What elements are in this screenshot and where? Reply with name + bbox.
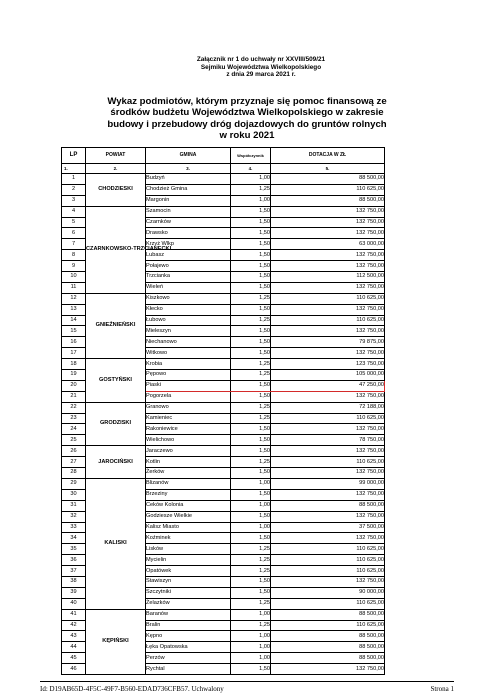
row-dotacja: 105 000,00 xyxy=(271,370,385,381)
row-wspolczynnik: 1,25 xyxy=(231,620,271,631)
row-gmina: Drawsko xyxy=(146,228,231,239)
row-lp: 1 xyxy=(62,174,86,185)
row-lp: 44 xyxy=(62,642,86,653)
row-lp: 3 xyxy=(62,195,86,206)
row-powiat: GNIEŹNIEŃSKI xyxy=(86,293,146,358)
table-row xyxy=(62,206,385,217)
row-gmina: Kamieniec xyxy=(146,413,231,424)
row-gmina: Kalisz Miasto xyxy=(146,522,231,533)
row-lp: 35 xyxy=(62,544,86,555)
row-gmina: Perzów xyxy=(146,653,231,664)
row-lp: 8 xyxy=(62,250,86,261)
row-gmina: Żerków xyxy=(146,468,231,479)
row-lp: 33 xyxy=(62,522,86,533)
row-lp: 37 xyxy=(62,566,86,577)
row-dotacja: 110 625,00 xyxy=(271,293,385,304)
row-lp: 11 xyxy=(62,282,86,293)
row-lp: 14 xyxy=(62,315,86,326)
row-dotacja: 72 188,00 xyxy=(271,402,385,413)
row-dotacja: 132 750,00 xyxy=(271,228,385,239)
row-dotacja: 90 000,00 xyxy=(271,587,385,598)
row-wspolczynnik: 1,25 xyxy=(231,293,271,304)
row-wspolczynnik: 1,00 xyxy=(231,174,271,185)
row-gmina: Piaski xyxy=(146,380,231,391)
row-gmina: Łęka Opatowska xyxy=(146,642,231,653)
row-lp: 19 xyxy=(62,370,86,381)
row-gmina: Niechanowo xyxy=(146,337,231,348)
row-gmina: Mieleszyn xyxy=(146,326,231,337)
row-dotacja: 78 750,00 xyxy=(271,435,385,446)
row-wspolczynnik: 1,25 xyxy=(231,315,271,326)
row-lp: 41 xyxy=(62,609,86,620)
row-dotacja: 132 750,00 xyxy=(271,348,385,359)
row-dotacja: 47 250,00 xyxy=(271,380,385,391)
row-gmina: Kępno xyxy=(146,631,231,642)
row-wspolczynnik: 1,50 xyxy=(231,217,271,228)
row-lp: 31 xyxy=(62,500,86,511)
row-lp: 24 xyxy=(62,424,86,435)
row-gmina: Budzyń xyxy=(146,174,231,185)
row-dotacja: 110 625,00 xyxy=(271,544,385,555)
row-gmina: Rychtal xyxy=(146,664,231,675)
row-wspolczynnik: 1,50 xyxy=(231,206,271,217)
row-dotacja: 88 500,00 xyxy=(271,653,385,664)
row-wspolczynnik: 1,50 xyxy=(231,424,271,435)
row-lp: 27 xyxy=(62,457,86,468)
header-dotacja: DOTACJA W ZŁ xyxy=(271,148,385,164)
row-lp: 30 xyxy=(62,489,86,500)
row-gmina: Krobia xyxy=(146,359,231,370)
row-gmina: Wieleń xyxy=(146,282,231,293)
row-lp: 40 xyxy=(62,598,86,609)
row-lp: 23 xyxy=(62,413,86,424)
row-wspolczynnik: 1,25 xyxy=(231,370,271,381)
row-wspolczynnik: 1,25 xyxy=(231,359,271,370)
table-row xyxy=(62,609,385,620)
row-wspolczynnik: 1,00 xyxy=(231,653,271,664)
row-gmina: Krzyż Wlkp xyxy=(146,239,231,250)
row-gmina: Pogorzela xyxy=(146,391,231,402)
row-lp: 6 xyxy=(62,228,86,239)
row-powiat: GOSTYŃSKI xyxy=(86,359,146,403)
header-gmina: GMINA xyxy=(146,148,231,164)
row-gmina: Jaraczewo xyxy=(146,446,231,457)
row-wspolczynnik: 1,25 xyxy=(231,457,271,468)
row-lp: 32 xyxy=(62,511,86,522)
row-dotacja: 132 750,00 xyxy=(271,511,385,522)
row-gmina: Koźminek xyxy=(146,533,231,544)
row-dotacja: 79 875,00 xyxy=(271,337,385,348)
row-powiat: GRODZISKI xyxy=(86,402,146,446)
column-number: 3. xyxy=(146,164,231,174)
title-line-3: budowy i przebudowy dróg dojazdowych do gruntów rolnych xyxy=(107,118,387,130)
row-dotacja: 110 625,00 xyxy=(271,555,385,566)
row-dotacja: 132 750,00 xyxy=(271,250,385,261)
row-dotacja: 132 750,00 xyxy=(271,206,385,217)
row-wspolczynnik: 1,00 xyxy=(231,609,271,620)
row-dotacja: 110 625,00 xyxy=(271,620,385,631)
document-title xyxy=(54,96,440,142)
row-gmina: Bralin xyxy=(146,620,231,631)
row-dotacja: 88 500,00 xyxy=(271,500,385,511)
row-wspolczynnik: 1,00 xyxy=(231,631,271,642)
row-dotacja: 132 750,00 xyxy=(271,304,385,315)
row-lp: 2 xyxy=(62,184,86,195)
row-wspolczynnik: 1,00 xyxy=(231,195,271,206)
row-dotacja: 63 000,00 xyxy=(271,239,385,250)
row-wspolczynnik: 1,50 xyxy=(231,489,271,500)
row-gmina: Szczytniki xyxy=(146,587,231,598)
row-gmina: Lubasz xyxy=(146,250,231,261)
row-dotacja: 88 500,00 xyxy=(271,642,385,653)
row-dotacja: 88 500,00 xyxy=(271,195,385,206)
row-gmina: Chodzież Gmina xyxy=(146,184,231,195)
row-wspolczynnik: 1,50 xyxy=(231,239,271,250)
row-wspolczynnik: 1,25 xyxy=(231,566,271,577)
row-dotacja: 132 750,00 xyxy=(271,326,385,337)
row-dotacja: 37 500,00 xyxy=(271,522,385,533)
row-lp: 25 xyxy=(62,435,86,446)
row-wspolczynnik: 1,25 xyxy=(231,555,271,566)
row-gmina: Kiszkowo xyxy=(146,293,231,304)
row-lp: 13 xyxy=(62,304,86,315)
annex-line-1: Załącznik nr 1 do uchwały nr XXVIII/509/21 xyxy=(196,56,326,63)
row-wspolczynnik: 1,50 xyxy=(231,250,271,261)
table-row xyxy=(62,293,385,304)
row-gmina: Kłecko xyxy=(146,304,231,315)
row-dotacja: 132 750,00 xyxy=(271,217,385,228)
row-dotacja: 132 750,00 xyxy=(271,468,385,479)
header-wspolczynnik: Współczynnik xyxy=(231,148,271,164)
row-dotacja: 110 625,00 xyxy=(271,598,385,609)
row-wspolczynnik: 1,50 xyxy=(231,304,271,315)
title-line-1: Wykaz podmiotów, którym przyznaje się pomoc finansową ze xyxy=(107,96,387,107)
row-wspolczynnik: 1,50 xyxy=(231,435,271,446)
row-wspolczynnik: 1,50 xyxy=(231,337,271,348)
row-lp: 9 xyxy=(62,261,86,272)
row-dotacja: 132 750,00 xyxy=(271,489,385,500)
allocation-table xyxy=(61,147,385,675)
row-wspolczynnik: 1,50 xyxy=(231,576,271,587)
annex-line-3: z dnia 29 marca 2021 r. xyxy=(226,71,296,79)
row-dotacja: 88 500,00 xyxy=(271,174,385,185)
page-number: Strona 1 xyxy=(430,685,454,693)
row-lp: 45 xyxy=(62,653,86,664)
row-lp: 46 xyxy=(62,664,86,675)
row-lp: 38 xyxy=(62,576,86,587)
row-gmina: Trzcianka xyxy=(146,272,231,283)
title-line-4: w roku 2021 xyxy=(219,130,275,142)
row-dotacja: 110 625,00 xyxy=(271,457,385,468)
row-lp: 10 xyxy=(62,272,86,283)
row-dotacja: 132 750,00 xyxy=(271,261,385,272)
row-gmina: Margonin xyxy=(146,195,231,206)
row-powiat: CZARNKOWSKO-TRZCIANECKI xyxy=(86,206,146,293)
row-wspolczynnik: 1,50 xyxy=(231,391,271,402)
row-wspolczynnik: 1,25 xyxy=(231,413,271,424)
row-dotacja: 132 750,00 xyxy=(271,446,385,457)
row-dotacja: 123 750,00 xyxy=(271,359,385,370)
row-powiat: KĘPIŃSKI xyxy=(86,609,146,674)
row-lp: 21 xyxy=(62,391,86,402)
row-gmina: Rakoniewice xyxy=(146,424,231,435)
row-lp: 12 xyxy=(62,293,86,304)
row-wspolczynnik: 1,50 xyxy=(231,533,271,544)
row-wspolczynnik: 1,50 xyxy=(231,282,271,293)
row-lp: 39 xyxy=(62,587,86,598)
row-lp: 36 xyxy=(62,555,86,566)
row-wspolczynnik: 1,25 xyxy=(231,402,271,413)
row-dotacja: 110 625,00 xyxy=(271,184,385,195)
table-row xyxy=(62,446,385,457)
row-gmina: Szamocin xyxy=(146,206,231,217)
row-wspolczynnik: 1,00 xyxy=(231,522,271,533)
row-gmina: Ceków Kolonia xyxy=(146,500,231,511)
row-wspolczynnik: 1,50 xyxy=(231,587,271,598)
row-lp: 42 xyxy=(62,620,86,631)
row-dotacja: 110 625,00 xyxy=(271,315,385,326)
table-row xyxy=(62,402,385,413)
row-wspolczynnik: 1,50 xyxy=(231,348,271,359)
annex-line-2: Sejmiku Województwa Wielkopolskiego xyxy=(200,63,322,71)
table-row xyxy=(62,174,385,185)
header-powiat: POWIAT xyxy=(86,148,146,164)
row-lp: 43 xyxy=(62,631,86,642)
header-lp: LP xyxy=(62,148,86,164)
row-powiat: CHODZIESKI xyxy=(86,174,146,207)
row-gmina: Opatówek xyxy=(146,566,231,577)
row-wspolczynnik: 1,00 xyxy=(231,642,271,653)
row-wspolczynnik: 1,50 xyxy=(231,272,271,283)
row-powiat: JAROCIŃSKI xyxy=(86,446,146,479)
row-dotacja: 132 750,00 xyxy=(271,576,385,587)
row-gmina: Lisków xyxy=(146,544,231,555)
row-gmina: Godziesze Wielkie xyxy=(146,511,231,522)
title-line-2: środków budżetu Województwa Wielkopolskiego w zakresie xyxy=(110,107,384,119)
row-wspolczynnik: 1,25 xyxy=(231,184,271,195)
row-lp: 20 xyxy=(62,380,86,391)
row-dotacja: 112 500,00 xyxy=(271,272,385,283)
row-gmina: Łubowo xyxy=(146,315,231,326)
row-dotacja: 88 500,00 xyxy=(271,609,385,620)
row-gmina: Kotlin xyxy=(146,457,231,468)
row-gmina: Wielichowo xyxy=(146,435,231,446)
row-dotacja: 132 750,00 xyxy=(271,533,385,544)
column-number: 5. xyxy=(271,164,385,174)
row-wspolczynnik: 1,50 xyxy=(231,326,271,337)
row-powiat: KALISKI xyxy=(86,478,146,609)
column-number: 2. xyxy=(86,164,146,174)
document-id: Id: D19AB65D-4F5C-49F7-B560-EDAD736CFB57. Uchwalony xyxy=(40,685,224,693)
row-gmina: Połajewo xyxy=(146,261,231,272)
annex-header xyxy=(161,56,361,79)
table-row xyxy=(62,359,385,370)
row-wspolczynnik: 1,50 xyxy=(231,468,271,479)
row-wspolczynnik: 1,50 xyxy=(231,511,271,522)
row-gmina: Czarnków xyxy=(146,217,231,228)
row-wspolczynnik: 1,50 xyxy=(231,261,271,272)
row-wspolczynnik: 1,25 xyxy=(231,598,271,609)
row-gmina: Granowo xyxy=(146,402,231,413)
row-lp: 26 xyxy=(62,446,86,457)
row-gmina: Pępowo xyxy=(146,370,231,381)
column-number: 4. xyxy=(231,164,271,174)
page-footer xyxy=(40,681,454,693)
row-lp: 4 xyxy=(62,206,86,217)
row-wspolczynnik: 1,00 xyxy=(231,478,271,489)
row-wspolczynnik: 1,50 xyxy=(231,446,271,457)
row-dotacja: 132 750,00 xyxy=(271,424,385,435)
row-gmina: Brzeziny xyxy=(146,489,231,500)
row-dotacja: 132 750,00 xyxy=(271,391,385,402)
row-gmina: Witkowo xyxy=(146,348,231,359)
row-wspolczynnik: 1,50 xyxy=(231,380,271,391)
table-body xyxy=(62,174,385,675)
row-gmina: Baranów xyxy=(146,609,231,620)
table-row xyxy=(62,478,385,489)
row-dotacja: 132 750,00 xyxy=(271,282,385,293)
row-gmina: Blizanów xyxy=(146,478,231,489)
row-lp: 28 xyxy=(62,468,86,479)
row-dotacja: 132 750,00 xyxy=(271,664,385,675)
row-wspolczynnik: 1,00 xyxy=(231,500,271,511)
row-gmina: Stawiszyn xyxy=(146,576,231,587)
row-lp: 22 xyxy=(62,402,86,413)
row-lp: 34 xyxy=(62,533,86,544)
row-lp: 29 xyxy=(62,478,86,489)
row-wspolczynnik: 1,50 xyxy=(231,228,271,239)
row-gmina: Mycielin xyxy=(146,555,231,566)
row-lp: 7 xyxy=(62,239,86,250)
row-dotacja: 88 500,00 xyxy=(271,631,385,642)
row-lp: 18 xyxy=(62,359,86,370)
row-lp: 5 xyxy=(62,217,86,228)
column-number: 1. xyxy=(62,164,86,174)
row-dotacja: 110 625,00 xyxy=(271,413,385,424)
row-lp: 17 xyxy=(62,348,86,359)
row-lp: 15 xyxy=(62,326,86,337)
row-gmina: Żelazków xyxy=(146,598,231,609)
row-lp: 16 xyxy=(62,337,86,348)
row-dotacja: 110 625,00 xyxy=(271,566,385,577)
row-dotacja: 99 000,00 xyxy=(271,478,385,489)
row-wspolczynnik: 1,50 xyxy=(231,664,271,675)
row-wspolczynnik: 1,25 xyxy=(231,544,271,555)
